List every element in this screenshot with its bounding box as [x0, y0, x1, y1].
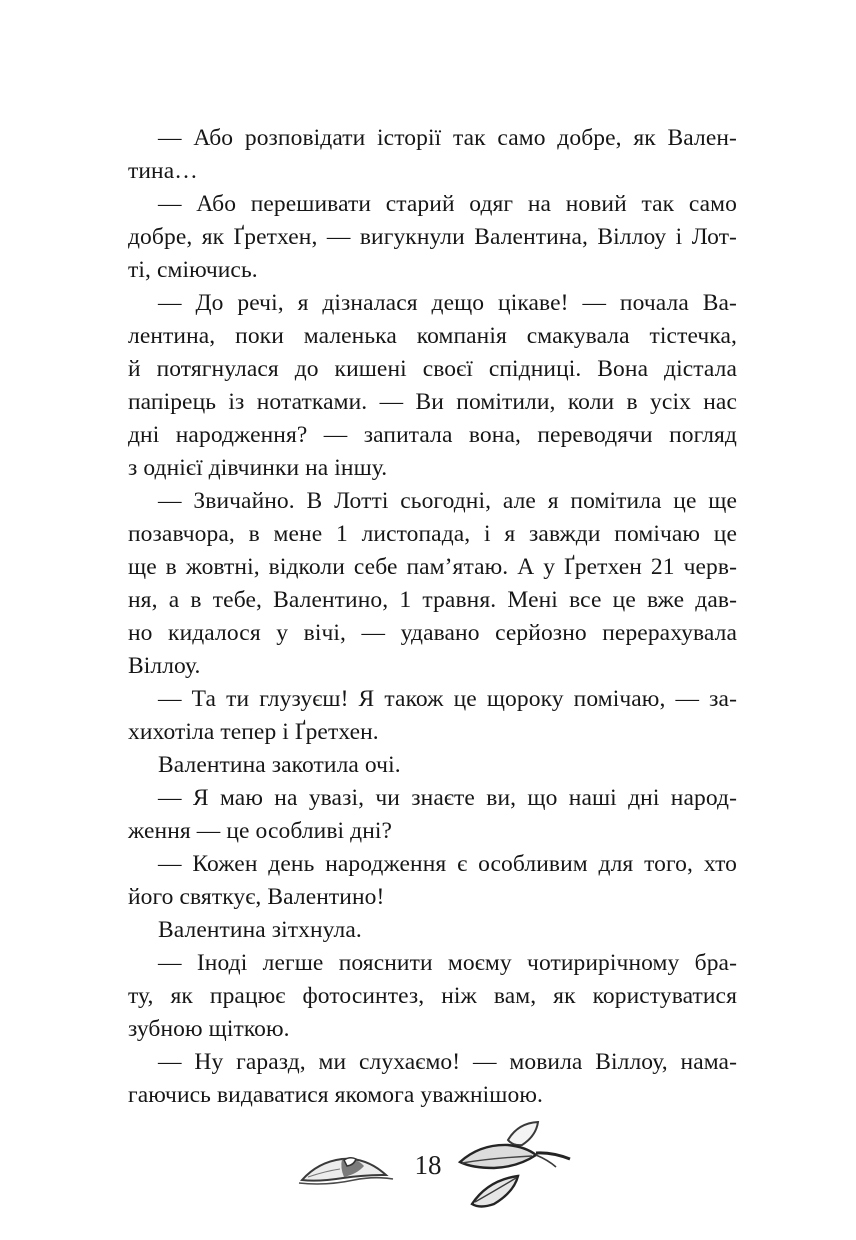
text-line: тина…: [128, 158, 198, 184]
text-line: гаючись видаватися якомога уважнішою.: [128, 1082, 543, 1108]
paragraph: [128, 122, 737, 188]
text-line: його святкує, Валентино!: [128, 884, 385, 910]
text-line: хихотіла тепер і Ґретхен.: [128, 719, 379, 745]
text-line: — Або перешивати старий одяг на новий так само: [158, 191, 737, 217]
paragraph: [128, 1046, 737, 1112]
paragraph: [128, 914, 737, 947]
text-line: й потягнулася до кишені своєї спідниці. Вона дістала: [128, 356, 737, 382]
paragraph: [128, 749, 737, 782]
leaf-sketch-left-icon: [296, 1144, 396, 1203]
text-line: Віллоу.: [128, 653, 201, 679]
text-line: — Кожен день народження є особливим для того, хто: [158, 851, 737, 877]
text-line: — Я маю на увазі, чи знаєте ви, що наші дні народ-: [158, 785, 737, 811]
paragraph: [128, 848, 737, 914]
text-line: — До речі, я дізналася дещо цікаве! — почала Ва-: [158, 290, 737, 316]
leaf-sprig-right-icon: [452, 1118, 574, 1231]
text-line: Валентина зітхнула.: [158, 917, 362, 943]
paragraph: [128, 287, 737, 485]
text-line: дні народження? — запитала вона, переводячи погляд: [128, 422, 737, 448]
text-line: зубною щіткою.: [128, 1016, 290, 1042]
text-line: з однієї дівчинки на іншу.: [128, 455, 388, 481]
page-number: 18: [414, 1150, 442, 1180]
text-line: — Та ти глузуєш! Я також це щороку помічаю, — за-: [158, 686, 737, 712]
text-line: папірець із нотатками. — Ви помітили, коли в усіх нас: [128, 389, 737, 415]
text-line: ня, а в тебе, Валентино, 1 травня. Мені все це вже дав-: [128, 587, 737, 613]
text-line: но кидалося у вічі, — удавано серйозно перерахувала: [128, 620, 737, 646]
text-line: ту, як працює фотосинтез, ніж вам, як користуватися: [128, 983, 737, 1009]
text-line: добре, як Ґретхен, — вигукнули Валентина, Віллоу і Лот-: [128, 224, 737, 250]
text-line: ті, сміючись.: [128, 257, 258, 283]
paragraph: [128, 683, 737, 749]
page-footer: [0, 1112, 856, 1232]
text-block: [128, 122, 737, 1112]
paragraph: [128, 485, 737, 683]
text-line: — Іноді легше пояснити моєму чотирирічному бра-: [158, 950, 737, 976]
text-line: позавчора, в мене 1 листопада, і я завжди помічаю це: [128, 521, 737, 547]
text-line: ження — це особливі дні?: [128, 818, 393, 844]
paragraph: [128, 947, 737, 1046]
paragraph: [128, 782, 737, 848]
text-line: Валентина закотила очі.: [158, 752, 401, 778]
text-line: — Або розповідати історії так само добре, як Вален-: [158, 125, 737, 151]
text-line: — Звичайно. В Лотті сьогодні, але я помітила це ще: [158, 488, 737, 514]
text-line: — Ну гаразд, ми слухаємо! — мовила Віллоу, нама-: [158, 1049, 737, 1075]
text-line: ще в жовтні, відколи себе пам’ятаю. А у Ґретхен 21 черв-: [128, 554, 737, 580]
paragraph: [128, 188, 737, 287]
text-line: лентина, поки маленька компанія смакувала тістечка,: [128, 323, 737, 349]
